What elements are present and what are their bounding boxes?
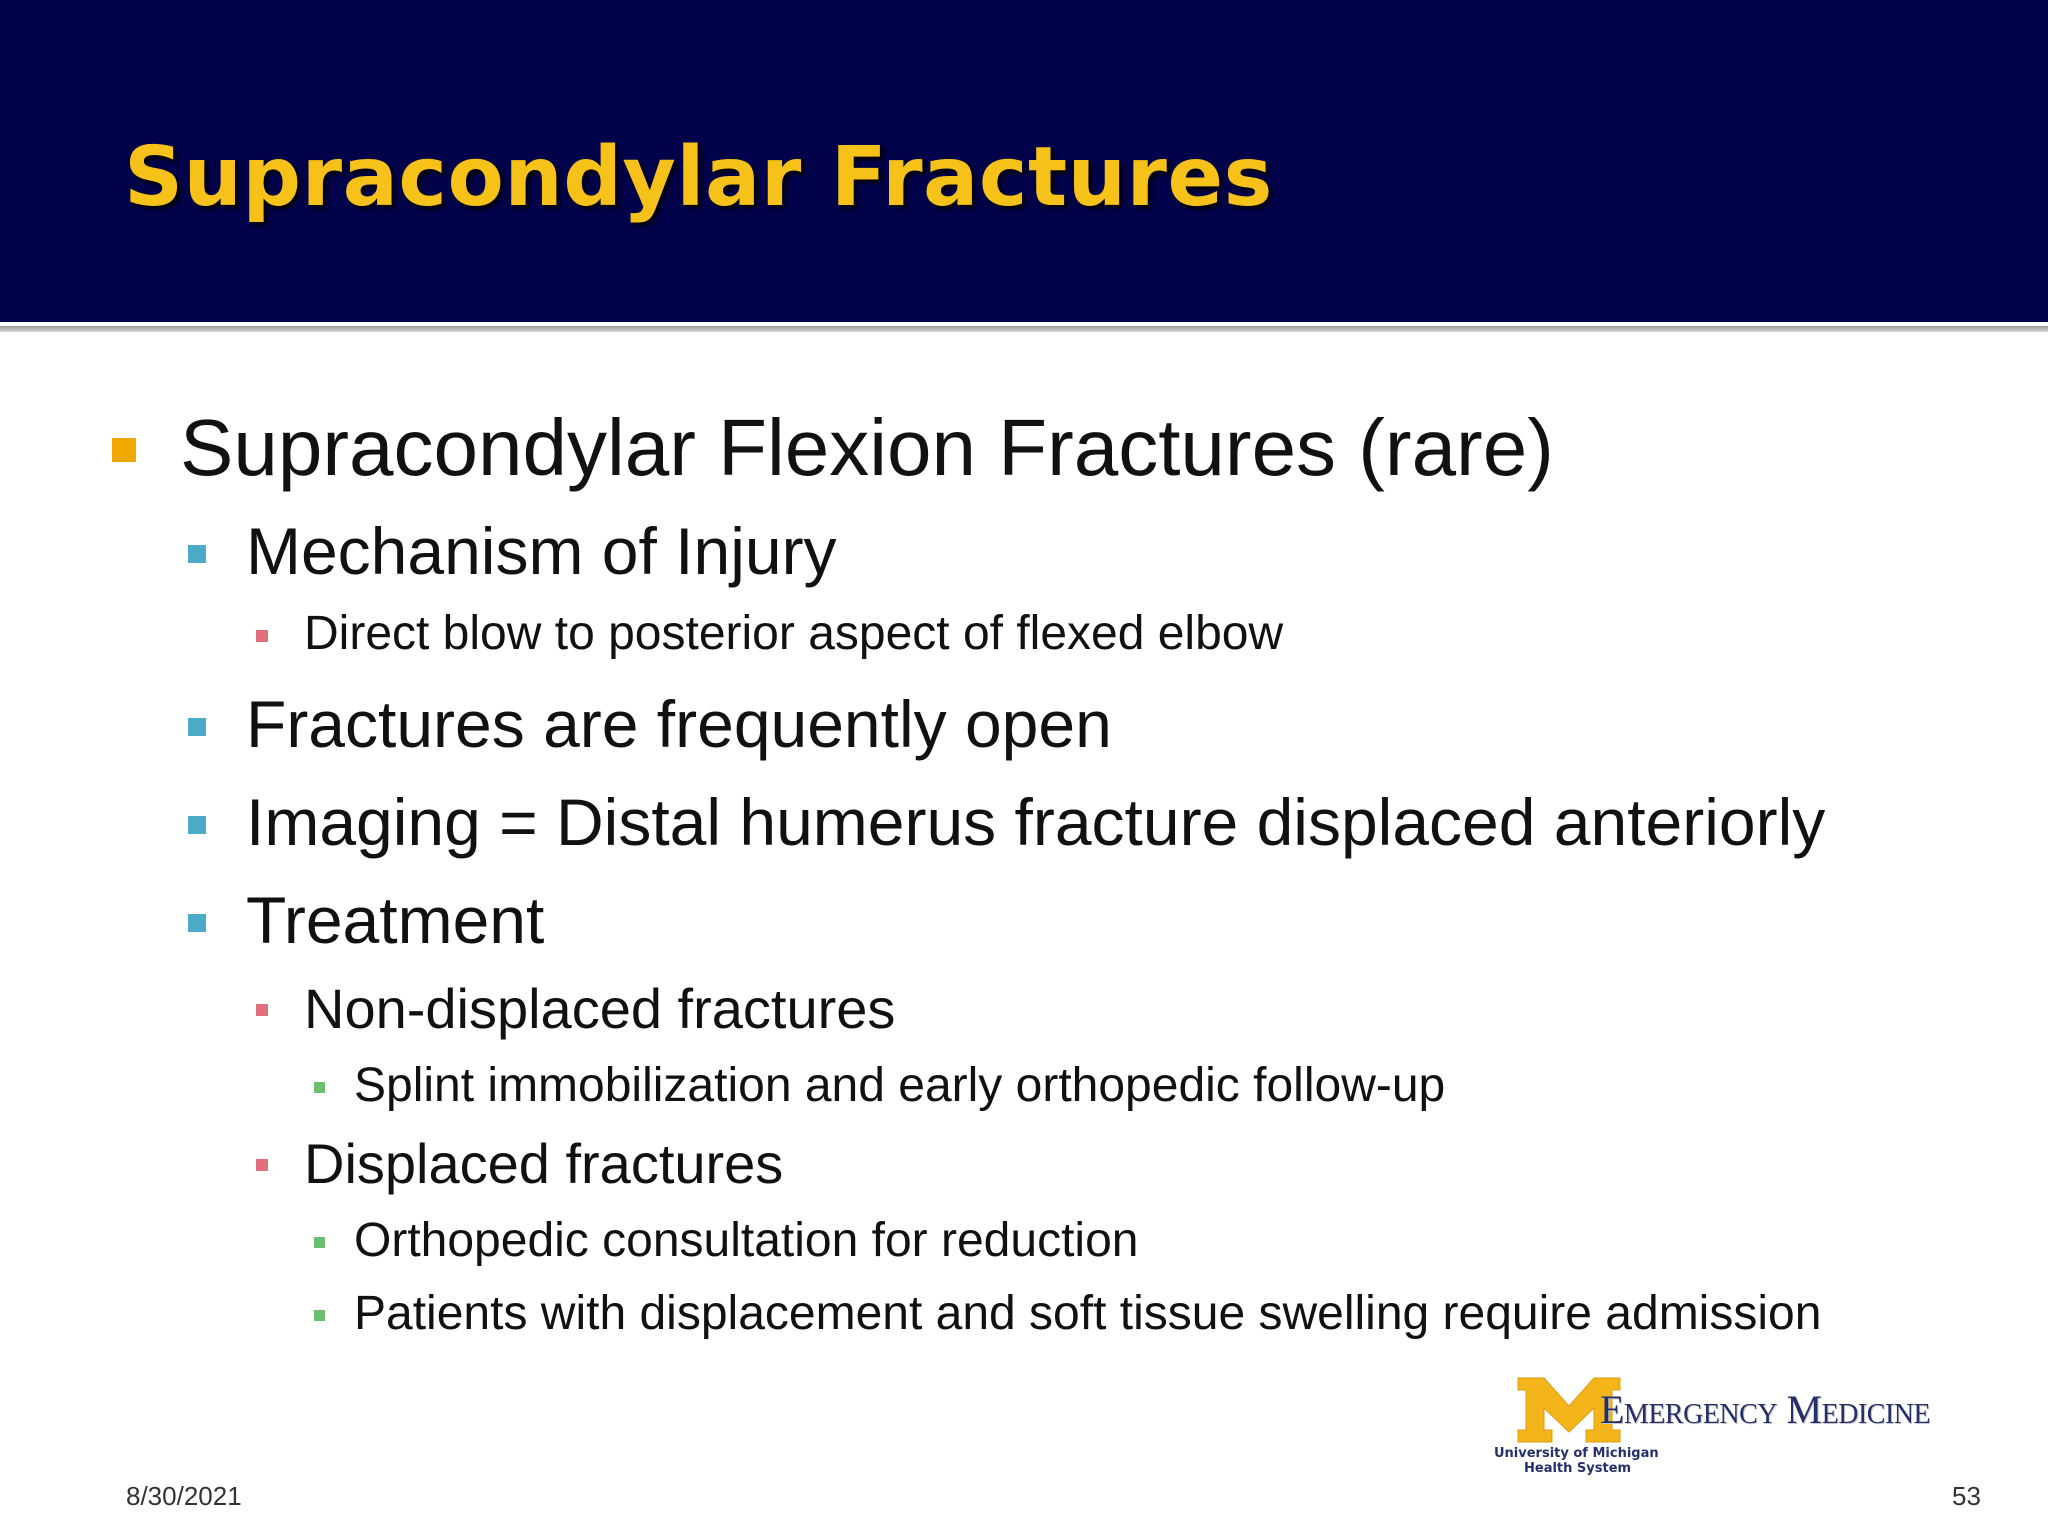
bullet-marker <box>314 1310 325 1321</box>
bullet-marker <box>256 1159 268 1171</box>
bullet-text: Fractures are frequently open <box>246 687 1112 761</box>
slide-title: Supracondylar Fractures <box>124 130 1273 225</box>
bullet-item-level4 <box>354 1211 1138 1271</box>
bullet-text: Treatment <box>246 883 545 957</box>
bullet-item-level2 <box>246 880 544 960</box>
bullet-item-level3 <box>304 1130 783 1198</box>
bullet-text: Mechanism of Injury <box>246 514 837 588</box>
slide-number: 53 <box>1952 1481 1981 1511</box>
bullet-text: Direct blow to posterior aspect of flexed elbow <box>304 607 1284 660</box>
bullet-item-level3 <box>304 975 895 1043</box>
bullet-marker <box>256 630 268 642</box>
bullet-marker <box>188 816 206 834</box>
title-banner <box>0 0 2048 322</box>
bullet-item-level3 <box>304 604 1283 664</box>
bullet-marker <box>314 1082 325 1093</box>
bullet-text: Imaging = Distal humerus fracture displaced anteriorly <box>246 785 1826 859</box>
emergency-medicine-logo <box>1494 1372 2014 1482</box>
logo-wordmark: Emergency Medicine <box>1600 1387 1931 1432</box>
bullet-marker <box>314 1237 325 1248</box>
header-divider <box>0 326 2048 332</box>
bullet-text: Displaced fractures <box>304 1132 784 1195</box>
logo-subtitle-line1: University of Michigan <box>1494 1446 1659 1461</box>
bullet-marker <box>256 1004 268 1016</box>
bullet-text: Non-displaced fractures <box>304 977 896 1040</box>
bullet-item-level2 <box>246 511 837 591</box>
bullet-text: Supracondylar Flexion Fractures (rare) <box>180 403 1554 492</box>
bullet-marker <box>188 718 206 736</box>
bullet-marker <box>112 438 136 462</box>
bullet-item-level2 <box>246 782 1825 862</box>
bullet-item-level1 <box>180 400 1554 496</box>
bullet-marker <box>188 914 206 932</box>
bullet-item-level4 <box>354 1056 1445 1116</box>
footer-date: 8/30/2021 <box>126 1481 242 1511</box>
bullet-item-level2 <box>246 684 1112 764</box>
bullet-text: Splint immobilization and early orthopedic follow-up <box>354 1059 1446 1112</box>
bullet-marker <box>188 545 206 563</box>
bullet-text: Patients with displacement and soft tissue swelling require admission <box>354 1287 1822 1340</box>
bullet-item-level4 <box>354 1284 1821 1344</box>
bullet-text: Orthopedic consultation for reduction <box>354 1214 1139 1267</box>
logo-subtitle-line2: Health System <box>1524 1461 1632 1476</box>
